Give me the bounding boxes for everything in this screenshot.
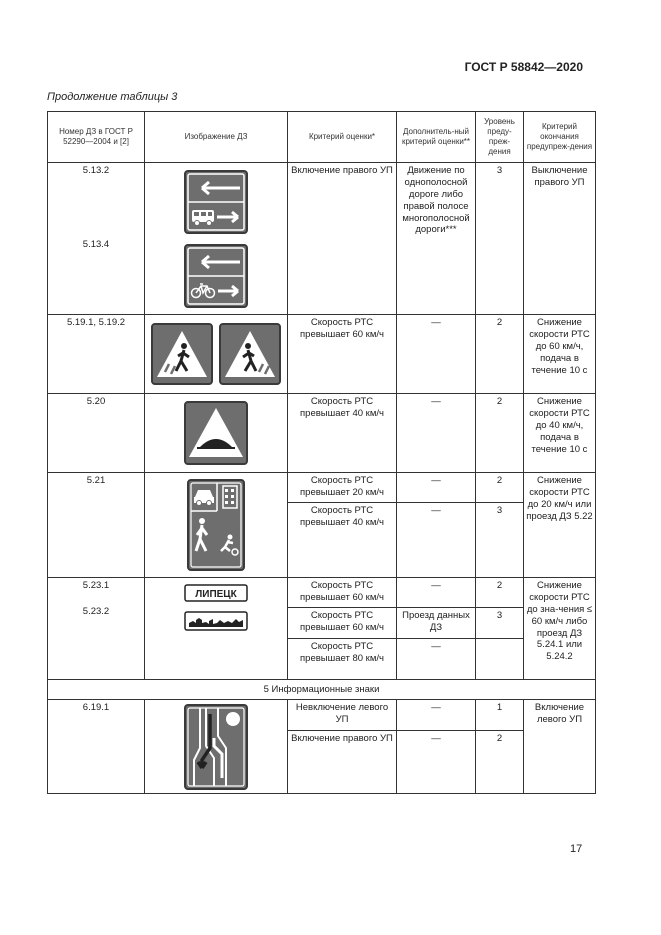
table-header-row <box>48 112 596 163</box>
criterion: Скорость РТС превышает 40 км/ч <box>288 394 397 473</box>
extra-criterion: — <box>397 578 476 608</box>
criterion: Включение правого УП <box>288 731 397 794</box>
col-header-level: Уровень преду-преж-дения <box>476 112 524 163</box>
signs-table <box>47 111 596 794</box>
table-row <box>48 394 596 473</box>
sign-number-a: 5.23.1 <box>82 580 110 591</box>
criterion: Невключение левого УП <box>288 700 397 731</box>
warning-level: 3 <box>476 163 524 315</box>
extra-criterion: — <box>397 315 476 394</box>
extra-criterion: — <box>397 639 476 680</box>
criterion: Скорость РТС превышает 60 км/ч <box>288 578 397 608</box>
col-header-end-criterion: Критерий окончания предупреж-дения <box>524 112 596 163</box>
lane-merge-sign-icon <box>184 704 248 790</box>
lane-bus-sign-icon <box>184 170 248 234</box>
section-title: 5 Информационные знаки <box>48 680 596 700</box>
warning-level <box>476 639 524 680</box>
sign-number: 5.21 <box>48 473 145 578</box>
sign-number <box>48 163 145 315</box>
sign-number-b: 5.13.4 <box>82 238 110 250</box>
col-header-image: Изображение ДЗ <box>145 112 288 163</box>
settlement-name-sign-icon <box>184 584 248 602</box>
extra-criterion: — <box>397 394 476 473</box>
criterion: Скорость РТС превышает 20 км/ч <box>288 473 397 503</box>
table-caption: Продолжение таблицы 3 <box>47 91 178 103</box>
table-row <box>48 578 596 608</box>
sign-number-b: 5.23.2 <box>82 605 110 617</box>
sign-image-cell <box>145 394 288 473</box>
warning-level: 1 <box>476 700 524 731</box>
warning-level: 2 <box>476 315 524 394</box>
col-header-extra-criterion: Дополнитель-ный критерий оценки** <box>397 112 476 163</box>
sign-number <box>48 578 145 680</box>
extra-criterion: — <box>397 503 476 578</box>
sign-number: 5.20 <box>48 394 145 473</box>
sign-image-cell <box>145 315 288 394</box>
table-row <box>48 315 596 394</box>
document-code: ГОСТ Р 58842—2020 <box>464 60 583 74</box>
end-criterion: Выключение правого УП <box>524 163 596 315</box>
criterion: Включение правого УП <box>288 163 397 315</box>
residential-zone-sign-icon <box>187 479 245 571</box>
criterion: Скорость РТС превышает 80 км/ч <box>288 639 397 680</box>
settlement-silhouette-sign-icon <box>184 611 248 631</box>
col-header-number: Номер ДЗ в ГОСТ Р 52290—2004 и [2] <box>48 112 145 163</box>
pedestrian-crossing-sign-icon <box>151 323 281 385</box>
col-header-criterion: Критерий оценки* <box>288 112 397 163</box>
criterion: Скорость РТС превышает 60 км/ч <box>288 315 397 394</box>
sign-image-cell <box>145 700 288 794</box>
lane-bicycle-sign-icon <box>184 244 248 308</box>
extra-criterion: Проезд данных ДЗ <box>397 608 476 639</box>
end-criterion: Снижение скорости РТС до 20 км/ч или проезд ДЗ 5.22 <box>524 473 596 578</box>
page-number: 17 <box>570 843 583 855</box>
table-row <box>48 700 596 731</box>
sign-number: 5.19.1, 5.19.2 <box>48 315 145 394</box>
table-row <box>48 473 596 503</box>
warning-level: 2 <box>476 473 524 503</box>
criterion: Скорость РТС превышает 40 км/ч <box>288 503 397 578</box>
extra-criterion: — <box>397 700 476 731</box>
settlement-name-text: ЛИПЕЦК <box>195 589 237 600</box>
sign-image-cell <box>145 578 288 680</box>
warning-level: 3 <box>476 503 524 578</box>
sign-number: 6.19.1 <box>48 700 145 794</box>
extra-criterion: Движение по однополосной дороге либо правой полосе многополосной дороги*** <box>397 163 476 315</box>
warning-level: 2 <box>476 578 524 608</box>
speed-bump-sign-icon <box>184 401 248 465</box>
table-row <box>48 163 596 315</box>
section-row <box>48 680 596 700</box>
extra-criterion: — <box>397 473 476 503</box>
extra-criterion: — <box>397 731 476 794</box>
criterion: Скорость РТС превышает 60 км/ч <box>288 608 397 639</box>
sign-image-cell <box>145 163 288 315</box>
warning-level: 2 <box>476 731 524 794</box>
end-criterion: Снижение скорости РТС до 40 км/ч, подача в течение 10 с <box>524 394 596 473</box>
end-criterion: Включение левого УП <box>524 700 596 794</box>
end-criterion: Снижение скорости РТС до 60 км/ч, подача в течение 10 с <box>524 315 596 394</box>
sign-image-cell <box>145 473 288 578</box>
warning-level: 2 <box>476 394 524 473</box>
end-criterion: Снижение скорости РТС до зна-чения ≤ 60 км/ч либо проезд ДЗ 5.24.1 или 5.24.2 <box>524 578 596 680</box>
sign-number-a: 5.13.2 <box>82 165 110 176</box>
warning-level: 3 <box>476 608 524 639</box>
